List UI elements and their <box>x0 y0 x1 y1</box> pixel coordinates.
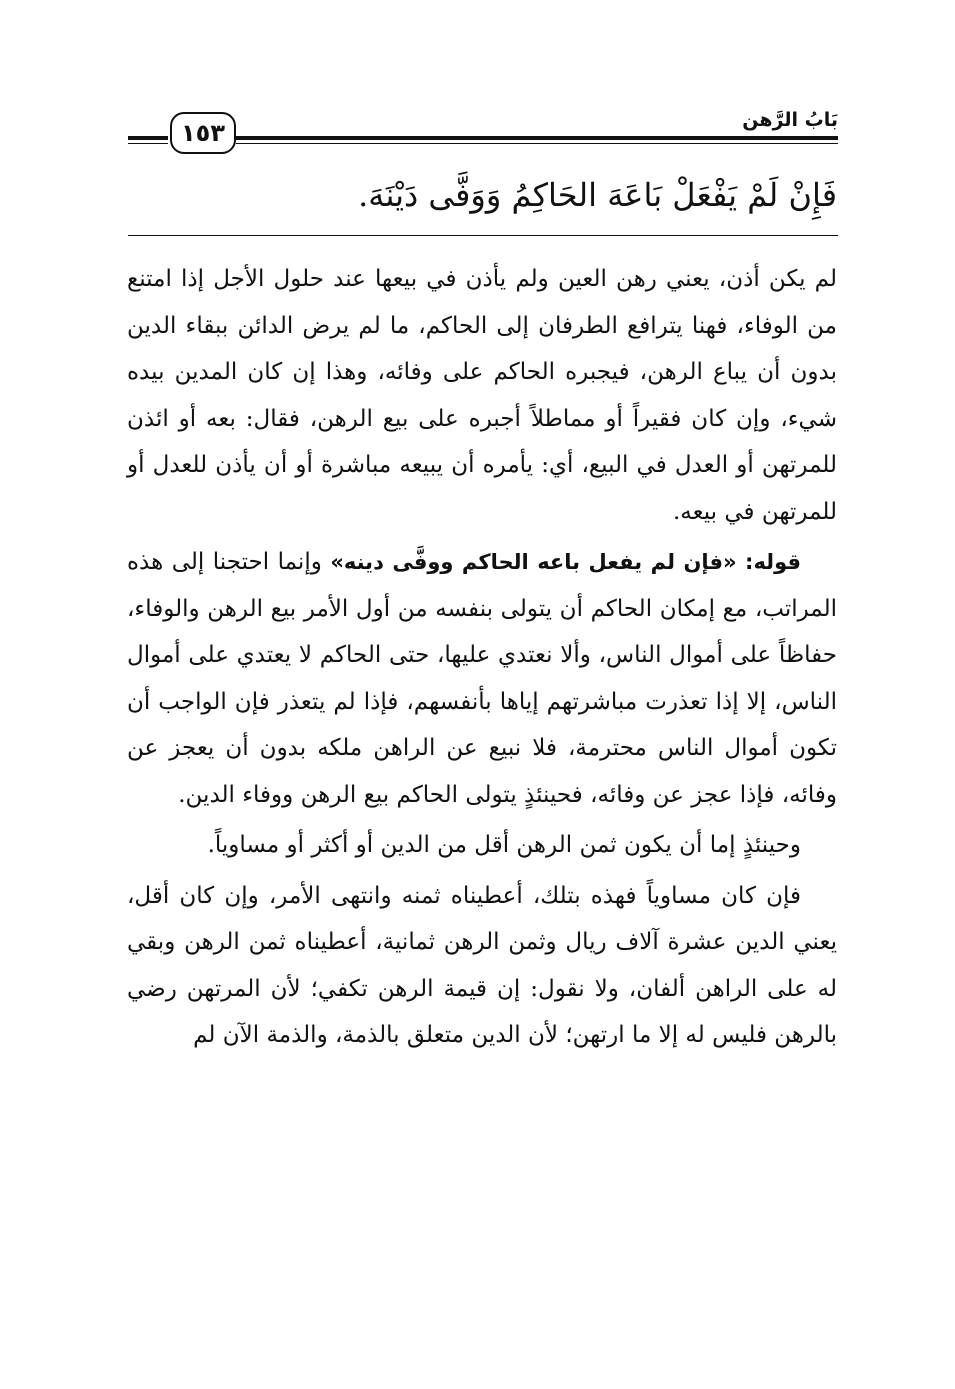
commentary-body <box>127 256 837 1059</box>
header-rule <box>236 143 838 144</box>
header-rule <box>128 136 168 140</box>
paragraph-text: وحينئذٍ إما أن يكون ثمن الرهن أقل من الدين أو أكثر أو مساوياً. <box>207 832 801 858</box>
paragraph <box>127 873 837 1059</box>
running-header <box>128 108 838 156</box>
paragraph <box>127 822 837 869</box>
header-rule <box>236 136 838 140</box>
paragraph-text: فإن كان مساوياً فهذه بتلك، أعطيناه ثمنه وانتهى الأمر، وإن كان أقل، يعني الدين عشرة آلاف ريال وثمن الرهن ثمانية، أعطيناه ثمن الرهن وبقي له على الراهن ألفان، ولا نقول: إن قيمة الرهن تكفي؛ لأن المرتهن رضي بالرهن فليس له إلا ما ارتهن؛ لأن الدين متعلق بالذمة، والذمة الآن لم <box>127 882 837 1048</box>
paragraph-text: لم يكن أذن، يعني رهن العين ولم يأذن في بيعها عند حلول الأجل إذا امتنع من الوفاء، فهنا يترافع الطرفان إلى الحاكم، ما لم يرض الدائن ببقاء الدين بدون أن يباع الرهن، فيجبره الحاكم على وفائه، وهذا إن كان المدين بيده شيء، وإن كان فقيراً أو مماطلاً أجبره على بيع الرهن، فقال: بعه أو ائذن للمرتهن أو العدل في البيع، أي: يأمره أن يبيعه مباشرة أو أن يأذن للعدل أو للمرتهن في بيعه. <box>127 266 837 525</box>
matn-separator <box>128 235 838 236</box>
page-number: ١٥٣ <box>170 112 236 154</box>
chapter-title: بَابُ الرَّهن <box>742 109 838 131</box>
matn-text: فَإِنْ لَمْ يَفْعَلْ بَاعَهَ الحَاكِمُ وَوَفَّى دَيْنَهَ. <box>358 176 837 214</box>
paragraph <box>127 539 837 818</box>
header-rule <box>128 143 168 144</box>
paragraph-text: وإنما احتجنا إلى هذه المراتب، مع إمكان الحاكم أن يتولى بنفسه من أول الأمر بيع الرهن والوفاء، حفاظاً على أموال الناس، وألا نعتدي عليها، حتى الحاكم لا يعتدي على أموال الناس، إلا إذا تعذرت مباشرتهم إياها بأنفسهم، فإذا لم يتعذر فإن الواجب أن تكون أموال الناس محترمة، فلا نبيع عن الراهن ملكه بدون أن يعجز عن وفائه، فإذا عجز عن وفائه، فحينئذٍ يتولى الحاكم بيع الرهن ووفاء الدين. <box>127 549 837 808</box>
paragraph-lead: قوله: «فإن لم يفعل باعه الحاكم ووفَّى دينه» <box>330 550 801 574</box>
paragraph <box>127 256 837 535</box>
